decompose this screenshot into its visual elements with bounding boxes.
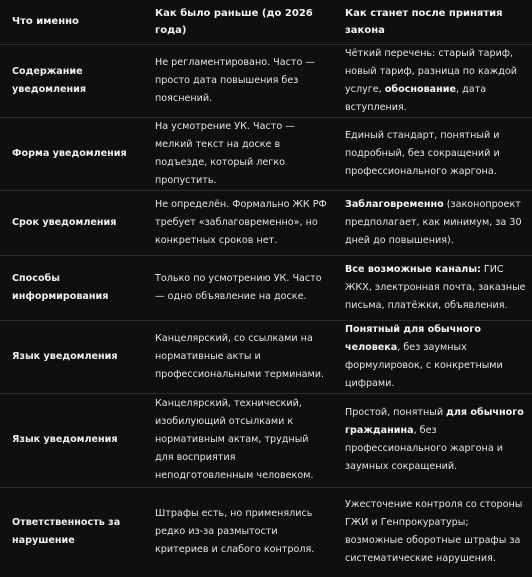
after-bold-text: Заблаговременно	[345, 198, 444, 210]
after-text: , без профессионального жаргона и заумных сокращений.	[345, 425, 503, 472]
row-before: Канцелярский, со ссылками на нормативные акты и профессиональными терминами.	[155, 332, 325, 380]
after-bold-text: обоснование	[384, 83, 457, 95]
table-row	[0, 44, 532, 117]
row-before: Не регламентировано. Часто — просто дата повышения без пояснений.	[155, 56, 316, 104]
after-text: Чёткий перечень: старый тариф, новый тариф, разница по каждой услуге,	[345, 47, 518, 95]
table-row	[0, 190, 532, 255]
header-after: Как станет после принятия закона	[345, 7, 503, 36]
table-row	[0, 487, 532, 577]
row-name: Ответственность за нарушение	[12, 517, 121, 547]
row-before: Канцелярский, технический, изобилующий отсылками к нормативным актам, трудный для восприятия неподготовленным человеком.	[155, 398, 314, 481]
table-row	[0, 255, 532, 320]
header-what: Что именно	[12, 16, 79, 28]
after-text: (законопроект предполагает, как минимум, за 30 дней до повышения).	[345, 198, 522, 246]
header-before: Как было раньше (до 2026 года)	[155, 7, 313, 36]
row-after: Ужесточение контроля со стороны ГЖИ и Генпрокуратуры; возможные оборотные штрафы за систематические нарушения.	[345, 499, 523, 565]
row-name: Способы информирования	[12, 272, 109, 302]
after-text: ГИС ЖКХ, электронная почта, заказные письма, платёжки, объявления.	[345, 263, 526, 311]
table-row	[0, 320, 532, 393]
row-name: Форма уведомления	[12, 147, 127, 159]
row-after	[334, 44, 532, 117]
row-before: Не определён. Формально ЖК РФ требует «заблаговременно», но конкретных сроков нет.	[155, 198, 327, 246]
row-before: На усмотрение УК. Часто — мелкий текст на доске в подъезде, который легко пропустить.	[155, 120, 295, 186]
row-name: Срок уведомления	[12, 216, 117, 228]
row-after	[334, 393, 532, 487]
table-row	[0, 393, 532, 487]
after-bold-text: для обычного гражданина	[345, 407, 524, 436]
after-bold-text: Понятный для обычного человека	[345, 323, 481, 353]
after-text: , без заумных формулировок, с конкретными цифрами.	[345, 341, 503, 389]
row-after	[334, 190, 532, 255]
table-row	[0, 117, 532, 190]
row-name: Язык уведомления	[12, 350, 118, 362]
row-name: Содержание уведомления	[12, 65, 87, 95]
table-header-row	[0, 0, 532, 44]
row-name: Язык уведомления	[12, 434, 118, 445]
row-before: Штрафы есть, но применялись редко из-за размытости критериев и слабого контроля.	[155, 508, 315, 556]
after-text: , дата вступления.	[345, 83, 487, 113]
row-before: Только по усмотрению УК. Часто — одно объявление на доске.	[155, 272, 322, 302]
after-bold-text: Все возможные каналы:	[345, 263, 481, 275]
row-after	[334, 255, 532, 320]
row-after	[334, 320, 532, 393]
row-after: Единый стандарт, понятный и подробный, без сокращений и профессионального жаргона.	[345, 129, 500, 177]
after-text: Простой, понятный	[345, 407, 447, 418]
